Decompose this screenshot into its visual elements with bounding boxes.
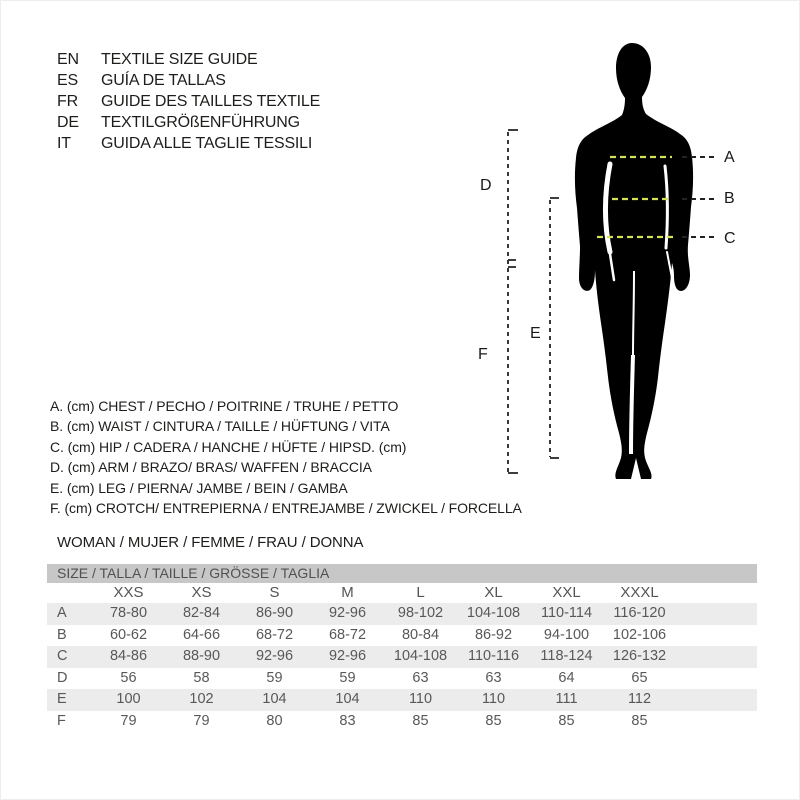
size-value: 92-96 — [328, 648, 367, 665]
language-code: EN — [57, 51, 79, 68]
filler-cell — [676, 668, 757, 690]
language-code: DE — [57, 114, 79, 131]
size-value: 64-66 — [182, 626, 221, 643]
size-value: 65 — [631, 669, 648, 686]
corner-cell — [47, 583, 92, 603]
size-table-title-band: SIZE / TALLA / TAILLE / GRÖSSE / TAGLIA — [47, 564, 757, 583]
size-value: 86-92 — [474, 626, 513, 643]
marker-label-waist: B — [724, 190, 735, 207]
size-value: 104 — [335, 691, 360, 708]
size-value: 79 — [193, 712, 210, 729]
legend-item-crotch: F. (cm) CROTCH/ ENTREPIERNA / ENTREJAMBE / ZWICKEL / FORCELLA — [50, 500, 522, 517]
size-value: 110 — [408, 691, 433, 708]
size-column-header: M — [341, 584, 354, 601]
size-value: 59 — [339, 669, 356, 686]
size-table-row — [47, 668, 757, 690]
size-value: 85 — [485, 712, 502, 729]
filler-cell — [676, 583, 757, 603]
size-value: 84-86 — [109, 648, 148, 665]
size-value: 88-90 — [182, 648, 221, 665]
legend-item-chest: A. (cm) CHEST / PECHO / POITRINE / TRUHE / PETTO — [50, 398, 399, 414]
size-column-header: S — [269, 584, 280, 601]
size-value: 68-72 — [255, 626, 294, 643]
size-value: 79 — [120, 712, 137, 729]
size-value: 86-90 — [255, 605, 294, 621]
size-value: 92-96 — [255, 648, 294, 665]
size-value: 110-114 — [540, 605, 593, 621]
size-value: 126-132 — [612, 648, 667, 665]
marker-label-arm: D — [480, 177, 492, 194]
size-value: 118-124 — [540, 648, 593, 665]
size-value: 111 — [555, 691, 578, 708]
language-code: ES — [57, 72, 78, 89]
row-label: D — [57, 669, 68, 686]
filler-cell — [676, 646, 757, 668]
size-column-header: L — [416, 584, 425, 601]
size-value: 56 — [120, 669, 137, 686]
measurement-legend — [50, 396, 522, 518]
size-table-row — [47, 625, 757, 647]
size-value: 110 — [481, 691, 506, 708]
size-value: 116-120 — [613, 605, 666, 621]
language-code: IT — [57, 135, 71, 152]
size-column-header-row — [47, 583, 757, 603]
marker-label-hip: C — [724, 230, 736, 247]
size-table-row — [47, 646, 757, 668]
gender-heading: WOMAN / MUJER / FEMME / FRAU / DONNA — [57, 534, 364, 551]
legend-item-arm: D. (cm) ARM / BRAZO/ BRAS/ WAFFEN / BRACCIA — [50, 459, 372, 476]
size-value: 104-108 — [393, 648, 448, 665]
row-label: B — [57, 626, 67, 643]
size-column-header: XXL — [552, 584, 581, 601]
size-value: 102 — [189, 691, 214, 708]
guide-title: GUIDE DES TAILLES TEXTILE — [101, 93, 321, 110]
legend-item-leg: E. (cm) LEG / PIERNA/ JAMBE / BEIN / GAMBA — [50, 479, 348, 496]
guide-title: GUIDA ALLE TAGLIE TESSILI — [101, 135, 313, 152]
size-value: 64 — [558, 669, 575, 686]
filler-cell — [676, 711, 757, 733]
size-table-row — [47, 603, 757, 625]
language-row — [57, 49, 320, 70]
size-value: 85 — [631, 712, 648, 729]
filler-cell — [676, 625, 757, 647]
marker-label-leg: E — [530, 325, 541, 342]
size-value: 112 — [627, 691, 652, 708]
size-value: 104-108 — [466, 605, 521, 621]
size-value: 102-106 — [612, 626, 667, 643]
language-code: FR — [57, 93, 78, 110]
size-column-header: XXS — [113, 584, 144, 601]
size-value: 83 — [339, 712, 356, 729]
row-label: F — [57, 712, 66, 729]
size-table-row — [47, 711, 757, 733]
language-row — [57, 112, 320, 133]
language-title-list — [57, 49, 320, 154]
size-table — [47, 564, 757, 733]
size-value: 110-116 — [467, 648, 520, 665]
woman-silhouette — [575, 43, 693, 479]
row-label: A — [57, 605, 67, 621]
size-value: 100 — [116, 691, 141, 708]
size-value: 104 — [262, 691, 287, 708]
size-value: 68-72 — [328, 626, 367, 643]
size-value: 60-62 — [109, 626, 148, 643]
filler-cell — [676, 603, 757, 625]
size-value: 59 — [266, 669, 283, 686]
size-value: 63 — [485, 669, 502, 686]
size-value: 94-100 — [543, 626, 590, 643]
size-value: 98-102 — [397, 605, 444, 621]
size-value: 80-84 — [401, 626, 440, 643]
legend-item-waist: B. (cm) WAIST / CINTURA / TAILLE / HÜFTUNG / VITA — [50, 418, 390, 435]
size-column-header: XXXL — [620, 584, 659, 601]
row-label: C — [57, 648, 68, 665]
size-value: 85 — [412, 712, 429, 729]
size-grid — [47, 583, 757, 733]
language-row — [57, 91, 320, 112]
filler-cell — [676, 689, 757, 711]
size-table-row — [47, 689, 757, 711]
row-label: E — [57, 691, 67, 708]
size-value: 92-96 — [328, 605, 367, 621]
size-value: 85 — [558, 712, 575, 729]
size-column-header: XL — [484, 584, 503, 601]
marker-label-crotch: F — [478, 346, 488, 363]
guide-title: TEXTILGRÖßENFÜHRUNG — [101, 114, 300, 131]
guide-title: GUÍA DE TALLAS — [101, 72, 226, 89]
size-value: 80 — [266, 712, 283, 729]
size-value: 82-84 — [182, 605, 221, 621]
size-value: 58 — [193, 669, 210, 686]
marker-label-chest: A — [724, 149, 735, 166]
language-row — [57, 70, 320, 91]
size-column-header: XS — [191, 584, 212, 601]
language-row — [57, 133, 320, 154]
guide-title: TEXTILE SIZE GUIDE — [101, 51, 258, 68]
size-value: 78-80 — [109, 605, 148, 621]
legend-item-hip: C. (cm) HIP / CADERA / HANCHE / HÜFTE / HIPSD. (cm) — [50, 438, 407, 455]
size-value: 63 — [412, 669, 429, 686]
